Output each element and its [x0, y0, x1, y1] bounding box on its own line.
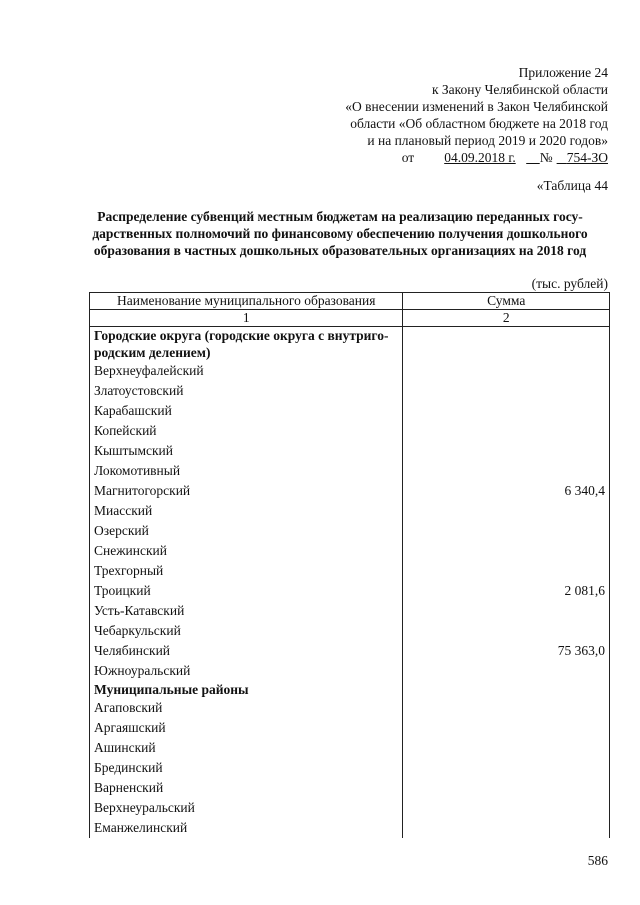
sum-value: 6 340,4	[403, 481, 610, 501]
date-underline-gap	[524, 149, 540, 166]
municipality-name: Миасский	[90, 501, 403, 521]
table-row	[90, 561, 610, 581]
sum-value: 2 081,6	[403, 581, 610, 601]
number-label: №	[539, 150, 553, 165]
municipality-name: Карабашский	[90, 401, 403, 421]
sum-value	[403, 421, 610, 441]
municipality-name: Снежинский	[90, 541, 403, 561]
municipality-name: Еманжелинский	[90, 818, 403, 838]
table-row	[90, 541, 610, 561]
column-number-row	[90, 310, 610, 327]
municipality-name: Кыштымский	[90, 441, 403, 461]
group-header-row	[90, 681, 610, 698]
sum-value	[403, 621, 610, 641]
appendix-date-line	[268, 149, 608, 166]
table-row	[90, 641, 610, 661]
title-line-3: образования в частных дошкольных образовательных организациях на 2018 год	[93, 243, 587, 258]
sum-value	[403, 738, 610, 758]
appendix-line-1: Приложение 24	[518, 65, 608, 80]
municipality-name: Копейский	[90, 421, 403, 441]
municipality-name: Аргаяшский	[90, 718, 403, 738]
group-title-line: Городские округа (городские округа с внутриго-	[94, 328, 389, 343]
table-row	[90, 381, 610, 401]
appendix-line-3: «О внесении изменений в Закон Челябинской	[345, 99, 608, 114]
table-row	[90, 521, 610, 541]
sum-value	[403, 461, 610, 481]
sum-value	[403, 521, 610, 541]
municipality-name: Верхнеуральский	[90, 798, 403, 818]
header-municipality: Наименование муниципального образования	[90, 293, 403, 310]
table-row	[90, 461, 610, 481]
document-title	[80, 208, 600, 259]
sum-value	[403, 381, 610, 401]
municipality-name: Магнитогорский	[90, 481, 403, 501]
page-number: 586	[587, 853, 608, 868]
sum-value	[403, 778, 610, 798]
group-title	[90, 327, 403, 362]
table-reference: «Таблица 44	[536, 178, 608, 193]
sum-value: 75 363,0	[403, 641, 610, 661]
municipality-name: Усть-Катавский	[90, 601, 403, 621]
table-row	[90, 718, 610, 738]
table-row	[90, 818, 610, 838]
from-label: от	[401, 150, 415, 165]
table-row	[90, 601, 610, 621]
municipality-name: Ашинский	[90, 738, 403, 758]
municipality-name: Челябинский	[90, 641, 403, 661]
table-row	[90, 501, 610, 521]
appendix-line-4: области «Об областном бюджете на 2018 год	[350, 116, 608, 131]
group-title-line: Муниципальные районы	[94, 682, 249, 697]
table-row	[90, 698, 610, 718]
table-row	[90, 738, 610, 758]
appendix-header	[268, 64, 608, 166]
sum-value	[403, 718, 610, 738]
group-sum-cell	[403, 327, 610, 362]
law-number-prefix-gap	[557, 149, 567, 166]
sum-value	[403, 698, 610, 718]
group-title	[90, 681, 403, 698]
group-sum-cell	[403, 681, 610, 698]
table-row	[90, 481, 610, 501]
municipality-name: Южноуральский	[90, 661, 403, 681]
sum-value	[403, 798, 610, 818]
municipality-name: Агаповский	[90, 698, 403, 718]
sum-value	[403, 561, 610, 581]
subvention-table	[89, 292, 610, 838]
sum-value	[403, 758, 610, 778]
municipality-name: Брединский	[90, 758, 403, 778]
table-row	[90, 441, 610, 461]
law-date: 04.09.2018 г.	[444, 150, 516, 165]
title-line-2: дарственных полномочий по финансовому обеспечению получения дошкольного	[92, 226, 588, 241]
table-row	[90, 401, 610, 421]
law-number: 754-ЗО	[566, 150, 608, 165]
municipality-name: Златоустовский	[90, 381, 403, 401]
sum-value	[403, 661, 610, 681]
municipality-name: Троицкий	[90, 581, 403, 601]
table-row	[90, 361, 610, 381]
table-row	[90, 581, 610, 601]
sum-value	[403, 818, 610, 838]
municipality-name: Трехгорный	[90, 561, 403, 581]
sum-value	[403, 401, 610, 421]
table-row	[90, 421, 610, 441]
sum-value	[403, 501, 610, 521]
table-row	[90, 798, 610, 818]
sum-value	[403, 541, 610, 561]
municipality-name: Локомотивный	[90, 461, 403, 481]
municipality-name: Озерский	[90, 521, 403, 541]
appendix-line-5: и на плановый период 2019 и 2020 годов»	[367, 133, 608, 148]
sum-value	[403, 361, 610, 381]
appendix-line-2: к Закону Челябинской области	[431, 82, 608, 97]
table-row	[90, 621, 610, 641]
header-sum: Сумма	[403, 293, 610, 310]
municipality-name: Чебаркульский	[90, 621, 403, 641]
units-note: (тыс. рублей)	[531, 276, 608, 291]
table-row	[90, 661, 610, 681]
group-title-line: родским делением)	[94, 345, 211, 360]
table-body	[90, 327, 610, 839]
municipality-name: Верхнеуфалейский	[90, 361, 403, 381]
table-row	[90, 758, 610, 778]
group-header-row	[90, 327, 610, 362]
table-header-row	[90, 293, 610, 310]
column-number-2: 2	[403, 310, 610, 327]
sum-value	[403, 601, 610, 621]
sum-value	[403, 441, 610, 461]
table-row	[90, 778, 610, 798]
title-line-1: Распределение субвенций местным бюджетам на реализацию переданных госу-	[97, 209, 583, 224]
column-number-1: 1	[90, 310, 403, 327]
municipality-name: Варненский	[90, 778, 403, 798]
